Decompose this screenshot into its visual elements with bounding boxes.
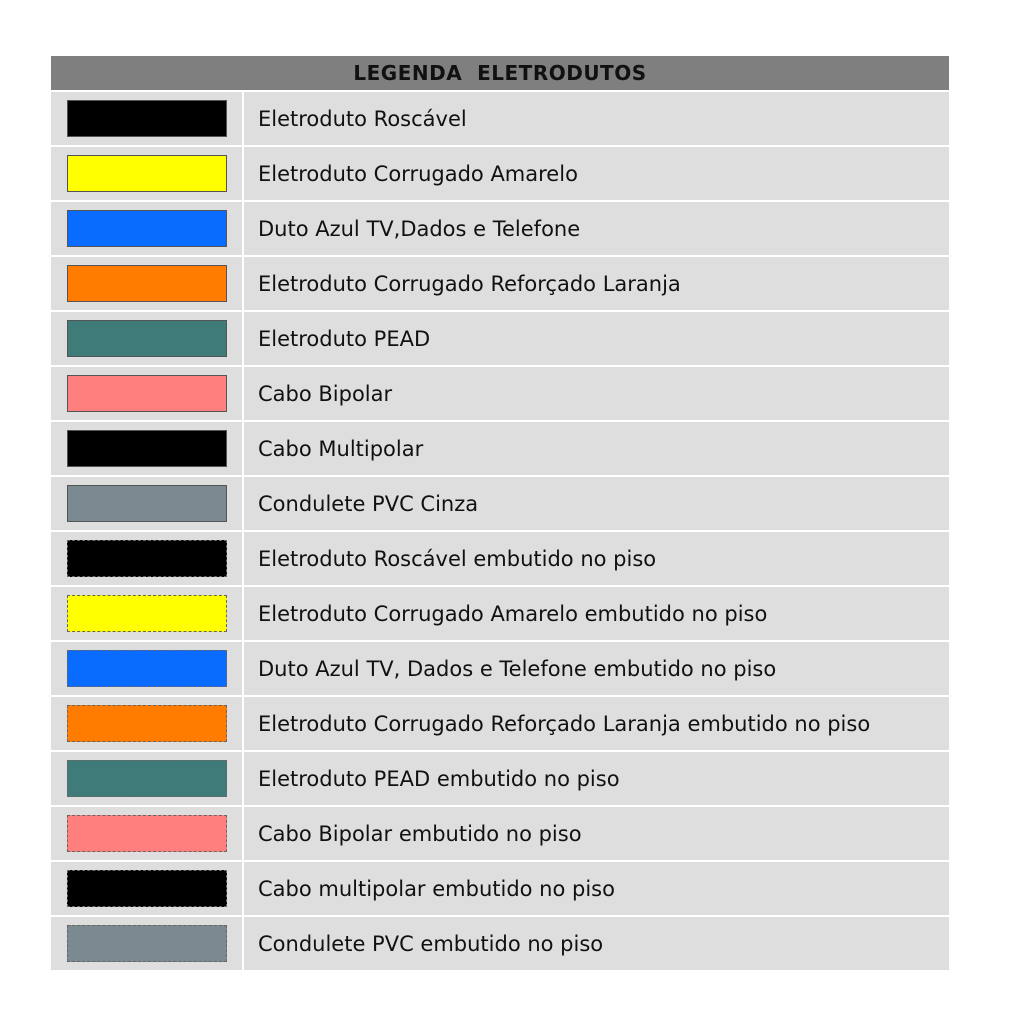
- swatch-cell: [51, 147, 244, 202]
- swatch-cell: [51, 202, 244, 257]
- legend-rows: [51, 92, 949, 972]
- legend-label: Eletroduto Corrugado Reforçado Laranja: [244, 257, 949, 312]
- legend-row: [51, 532, 949, 587]
- legend-label: Cabo Bipolar embutido no piso: [244, 807, 949, 862]
- legend-label: Cabo multipolar embutido no piso: [244, 862, 949, 917]
- legend-label: Condulete PVC Cinza: [244, 477, 949, 532]
- swatch-cell: [51, 917, 244, 972]
- swatch-cell: [51, 642, 244, 697]
- legend-label: Eletroduto Corrugado Amarelo embutido no piso: [244, 587, 949, 642]
- legend-label: Duto Azul TV, Dados e Telefone embutido no piso: [244, 642, 949, 697]
- swatch-cell: [51, 862, 244, 917]
- color-swatch: [67, 320, 227, 357]
- legend-row: [51, 862, 949, 917]
- swatch-cell: [51, 312, 244, 367]
- legend-row: [51, 422, 949, 477]
- legend-label: Eletroduto Corrugado Reforçado Laranja embutido no piso: [244, 697, 949, 752]
- legend-label: Eletroduto Roscável embutido no piso: [244, 532, 949, 587]
- swatch-cell: [51, 532, 244, 587]
- swatch-cell: [51, 587, 244, 642]
- legend-row: [51, 642, 949, 697]
- legend-row: [51, 257, 949, 312]
- swatch-cell: [51, 477, 244, 532]
- legend-row: [51, 312, 949, 367]
- legend-label: Duto Azul TV,Dados e Telefone: [244, 202, 949, 257]
- legend-row: [51, 147, 949, 202]
- legend-label: Cabo Bipolar: [244, 367, 949, 422]
- color-swatch: [67, 815, 227, 852]
- color-swatch: [67, 595, 227, 632]
- swatch-cell: [51, 257, 244, 312]
- color-swatch: [67, 430, 227, 467]
- legend-title: LEGENDA ELETRODUTOS: [51, 56, 949, 92]
- color-swatch: [67, 155, 227, 192]
- legend-row: [51, 202, 949, 257]
- swatch-cell: [51, 422, 244, 477]
- legend-label: Condulete PVC embutido no piso: [244, 917, 949, 972]
- legend-row: [51, 917, 949, 972]
- legend-row: [51, 697, 949, 752]
- color-swatch: [67, 375, 227, 412]
- legend-label: Eletroduto PEAD: [244, 312, 949, 367]
- color-swatch: [67, 925, 227, 962]
- legend-row: [51, 92, 949, 147]
- swatch-cell: [51, 92, 244, 147]
- legend-row: [51, 752, 949, 807]
- color-swatch: [67, 650, 227, 687]
- legend-label: Eletroduto PEAD embutido no piso: [244, 752, 949, 807]
- legend-row: [51, 367, 949, 422]
- swatch-cell: [51, 752, 244, 807]
- color-swatch: [67, 870, 227, 907]
- swatch-cell: [51, 367, 244, 422]
- color-swatch: [67, 210, 227, 247]
- color-swatch: [67, 265, 227, 302]
- legend-label: Eletroduto Roscável: [244, 92, 949, 147]
- swatch-cell: [51, 807, 244, 862]
- color-swatch: [67, 100, 227, 137]
- legend-table: [51, 56, 949, 972]
- swatch-cell: [51, 697, 244, 752]
- legend-row: [51, 807, 949, 862]
- legend-row: [51, 477, 949, 532]
- color-swatch: [67, 485, 227, 522]
- legend-row: [51, 587, 949, 642]
- color-swatch: [67, 760, 227, 797]
- color-swatch: [67, 705, 227, 742]
- legend-label: Eletroduto Corrugado Amarelo: [244, 147, 949, 202]
- color-swatch: [67, 540, 227, 577]
- legend-label: Cabo Multipolar: [244, 422, 949, 477]
